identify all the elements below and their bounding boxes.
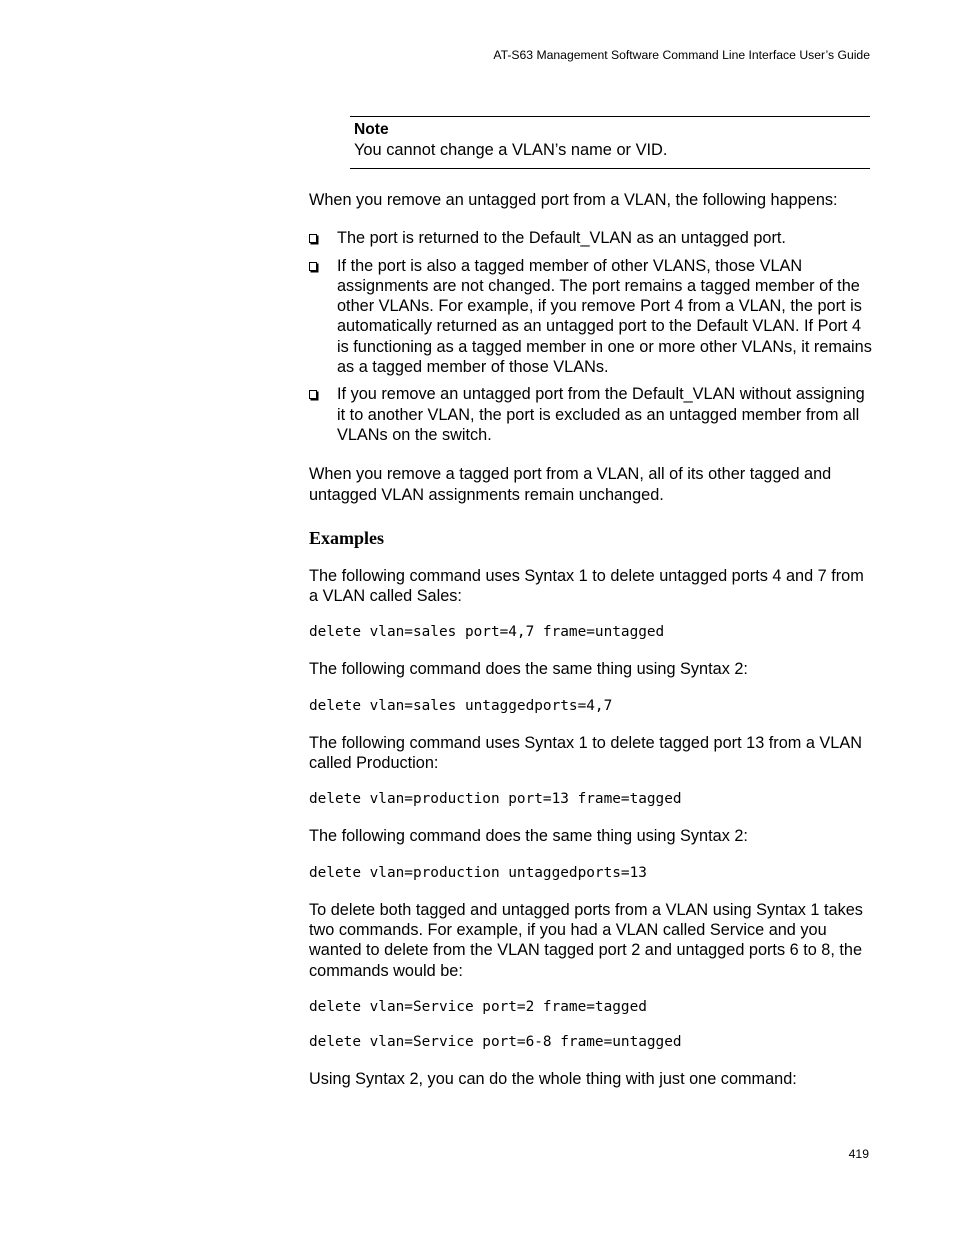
example-paragraph-5: To delete both tagged and untagged ports from a VLAN using Syntax 1 takes two commands. For example, if you had a VLAN called Service and you wanted to delete from the VLAN tagged port 2 and untagged ports 6 to 8, the commands would be: [309, 900, 863, 980]
intro-paragraph: When you remove an untagged port from a VLAN, the following happens: [309, 191, 838, 209]
checkbox-bullet-icon [309, 234, 317, 243]
checkbox-bullet-icon [309, 390, 317, 399]
list-item-text: If you remove an untagged port from the Default_VLAN without assigning it to another VLAN, the port is excluded as an untagged member from all VLANs on the switch. [337, 385, 865, 444]
page-content [309, 190, 874, 1089]
code-line-6: delete vlan=Service port=6-8 frame=untagged [309, 1033, 682, 1050]
bullet-list [309, 228, 874, 445]
note-title: Note [354, 121, 389, 138]
note-body: You cannot change a VLAN’s name or VID. [354, 141, 668, 159]
example-paragraph-1: The following command uses Syntax 1 to delete untagged ports 4 and 7 from a VLAN called Sales: [309, 566, 864, 606]
example-paragraph-2: The following command does the same thing using Syntax 2: [309, 660, 748, 679]
code-line-4: delete vlan=production untaggedports=13 [309, 864, 647, 881]
list-item [309, 228, 874, 248]
example-paragraph-4: The following command does the same thing using Syntax 2: [309, 827, 748, 846]
tagged-paragraph: When you remove a tagged port from a VLAN, all of its other tagged and untagged VLAN assignments remain unchanged. [309, 465, 832, 504]
list-item [309, 256, 874, 378]
list-item-text: The port is returned to the Default_VLAN as an untagged port. [337, 229, 786, 248]
running-header: AT-S63 Management Software Command Line Interface User’s Guide [493, 48, 870, 62]
example-paragraph-3: The following command uses Syntax 1 to delete tagged port 13 from a VLAN called Production: [309, 733, 862, 773]
page-number: 419 [848, 1147, 869, 1161]
code-line-3: delete vlan=production port=13 frame=tagged [309, 791, 682, 808]
examples-heading: Examples [309, 527, 385, 548]
example-paragraph-6: Using Syntax 2, you can do the whole thing with just one command: [309, 1069, 797, 1088]
checkbox-bullet-icon [309, 262, 317, 271]
code-line-2: delete vlan=sales untaggedports=4,7 [309, 697, 613, 714]
list-item-text: If the port is also a tagged member of other VLANS, those VLAN assignments are not changed. The port remains a tagged member of the other VLANs. For example, if you remove Port 4 from a VLAN, the port is automatically returned as an untagged port to the Default VLAN. If Port 4 is functioning as a tagged member in one or more other VLANs, it remains as a tagged member of those VLANs. [337, 256, 872, 377]
code-line-1: delete vlan=sales port=4,7 frame=untagged [309, 624, 665, 641]
list-item [309, 384, 874, 445]
note-box [350, 116, 870, 169]
code-line-5: delete vlan=Service port=2 frame=tagged [309, 998, 647, 1015]
